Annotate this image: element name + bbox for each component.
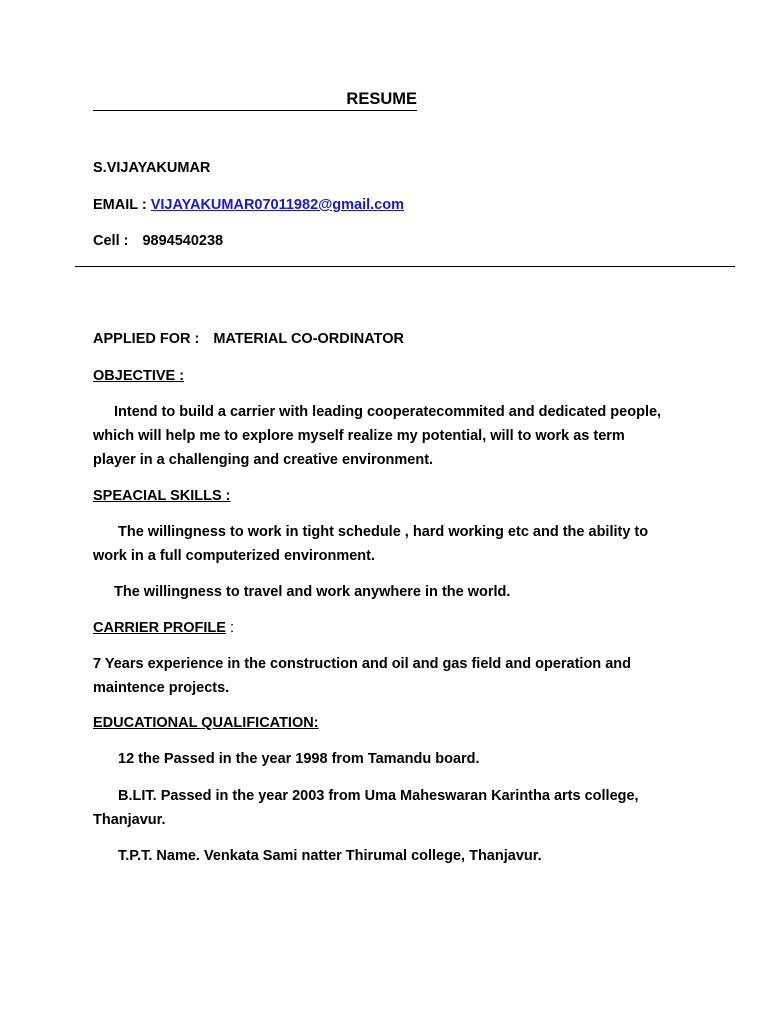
applied-for-label: APPLIED FOR : bbox=[93, 331, 200, 347]
skills-heading: SPEACIAL SKILLS : bbox=[93, 488, 231, 504]
objective-text: Intend to build a carrier with leading cooperatecommited and dedicated people, which will help me to explore myself realize my potential, will to work as term player in a challenging and creative environment. bbox=[93, 404, 662, 468]
education-heading: EDUCATIONAL QUALIFICATION: bbox=[93, 715, 319, 731]
education-item-2: B.LIT. Passed in the year 2003 from Uma Maheswaran Karintha arts college, Thanjavur. bbox=[93, 788, 639, 828]
education-item-1: 12 the Passed in the year 1998 from Tamandu board. bbox=[118, 751, 480, 767]
email-label: EMAIL : bbox=[93, 197, 147, 213]
profile-text: 7 Years experience in the construction and oil and gas field and operation and maintence projects. bbox=[93, 656, 631, 696]
email-row bbox=[93, 195, 404, 215]
skill-item-1: The willingness to work in tight schedule , hard working etc and the ability to work in a full computerized environment. bbox=[93, 524, 649, 564]
email-link[interactable]: VIJAYAKUMAR07011982@gmail.com bbox=[150, 197, 404, 213]
header-divider bbox=[75, 266, 735, 267]
resume-title bbox=[93, 88, 417, 111]
resume-title-text: RESUME bbox=[346, 90, 417, 108]
education-item-3: T.P.T. Name. Venkata Sami natter Thirumal college, Thanjavur. bbox=[118, 848, 542, 864]
applied-for-row bbox=[93, 329, 404, 349]
candidate-name: S.VIJAYAKUMAR bbox=[93, 160, 211, 176]
objective-heading: OBJECTIVE : bbox=[93, 368, 185, 384]
applied-for-value: MATERIAL CO-ORDINATOR bbox=[213, 331, 404, 347]
cell-row bbox=[93, 231, 223, 251]
skill-item-2: The willingness to travel and work anywhere in the world. bbox=[114, 584, 511, 600]
profile-heading: CARRIER PROFILE bbox=[93, 620, 226, 636]
cell-label: Cell : bbox=[93, 233, 129, 249]
profile-heading-suffix: : bbox=[225, 620, 234, 636]
cell-number: 9894540238 bbox=[142, 233, 224, 249]
profile-heading-row bbox=[93, 618, 234, 638]
